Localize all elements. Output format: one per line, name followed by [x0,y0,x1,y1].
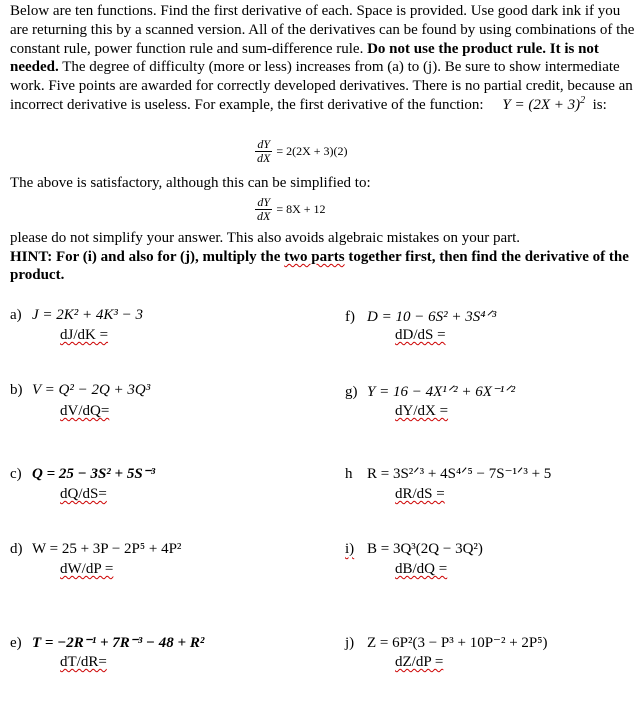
problem-i: i) B = 3Q³(2Q − 3Q²) [345,541,483,557]
no-product-rule-note: Do not use the product rule. It is not needed. [10,40,599,76]
example-derivative: $\frac{dY}{dX}$ = 2(2X + 3)(2) [257,137,348,165]
answer-j[interactable]: dZ/dP = [395,654,444,670]
problem-h: h R = 3S²ᐟ³ + 4S⁴ᐟ⁵ − 7S⁻¹ᐟ³ + 5 [345,466,552,482]
problem-a: a) J = 2K² + 4K³ − 3 [10,307,144,323]
answer-i[interactable]: dB/dQ = [395,561,448,577]
is-label: is: [592,96,607,113]
instructions [10,2,638,115]
intro-paragraph: Below are ten functions. Find the first derivative of each. Space is provided. Use good dark ink if you are returning this by a scanned version. All of the derivatives can be found by using combinations of the constant rule, power function rule and sum-difference rule. [10,3,635,57]
answer-e[interactable]: dT/dR= [60,654,107,670]
answer-d[interactable]: dW/dP = [60,561,114,577]
answer-b[interactable]: dV/dQ= [60,403,110,419]
dont-simplify-text: please do not simplify your answer. This also avoids algebraic mistakes on your part. [10,230,521,246]
satisfactory-text: The above is satisfactory, although this can be simplified to: [10,175,371,191]
problem-c: c) Q = 25 − 3S² + 5S⁻³ [10,466,156,482]
answer-h[interactable]: dR/dS = [395,486,445,502]
two-parts-text: two parts [284,249,345,265]
problem-j: j) Z = 6P²(3 − P³ + 10P⁻² + 2P⁵) [345,635,548,651]
problem-b: b) V = Q² − 2Q + 3Q³ [10,382,151,398]
example-function: $Y = (2X + 3)^2$ [502,94,586,113]
problem-d: d) W = 25 + 3P − 2P⁵ + 4P² [10,541,182,557]
hint: HINT: For (i) and also for (j), multiply the two parts together first, then find the derivative of the product. [10,249,629,283]
answer-a[interactable]: dJ/dK = [60,327,109,343]
answer-c[interactable]: dQ/dS= [60,486,107,502]
answer-f[interactable]: dD/dS = [395,327,446,343]
problem-g: g) Y = 16 − 4X¹ᐟ² + 6X⁻¹ᐟ² [345,384,516,400]
problem-f: f) D = 10 − 6S² + 3S⁴ᐟ³ [345,309,497,325]
problem-e: e) T = −2R⁻¹ + 7R⁻³ − 48 + R² [10,635,205,651]
simplified-derivative: $\frac{dY}{dX}$ = 8X + 12 [257,195,326,223]
intro-paragraph-2: The degree of difficulty (more or less) increases from (a) to (j). Be sure to show intermediate work. Five points are awarded for correctly developed derivatives. There is no partial credit, because an incorrect derivative is useless. For example, the first derivative of the function: [10,59,633,113]
answer-g[interactable]: dY/dX = [395,403,449,419]
